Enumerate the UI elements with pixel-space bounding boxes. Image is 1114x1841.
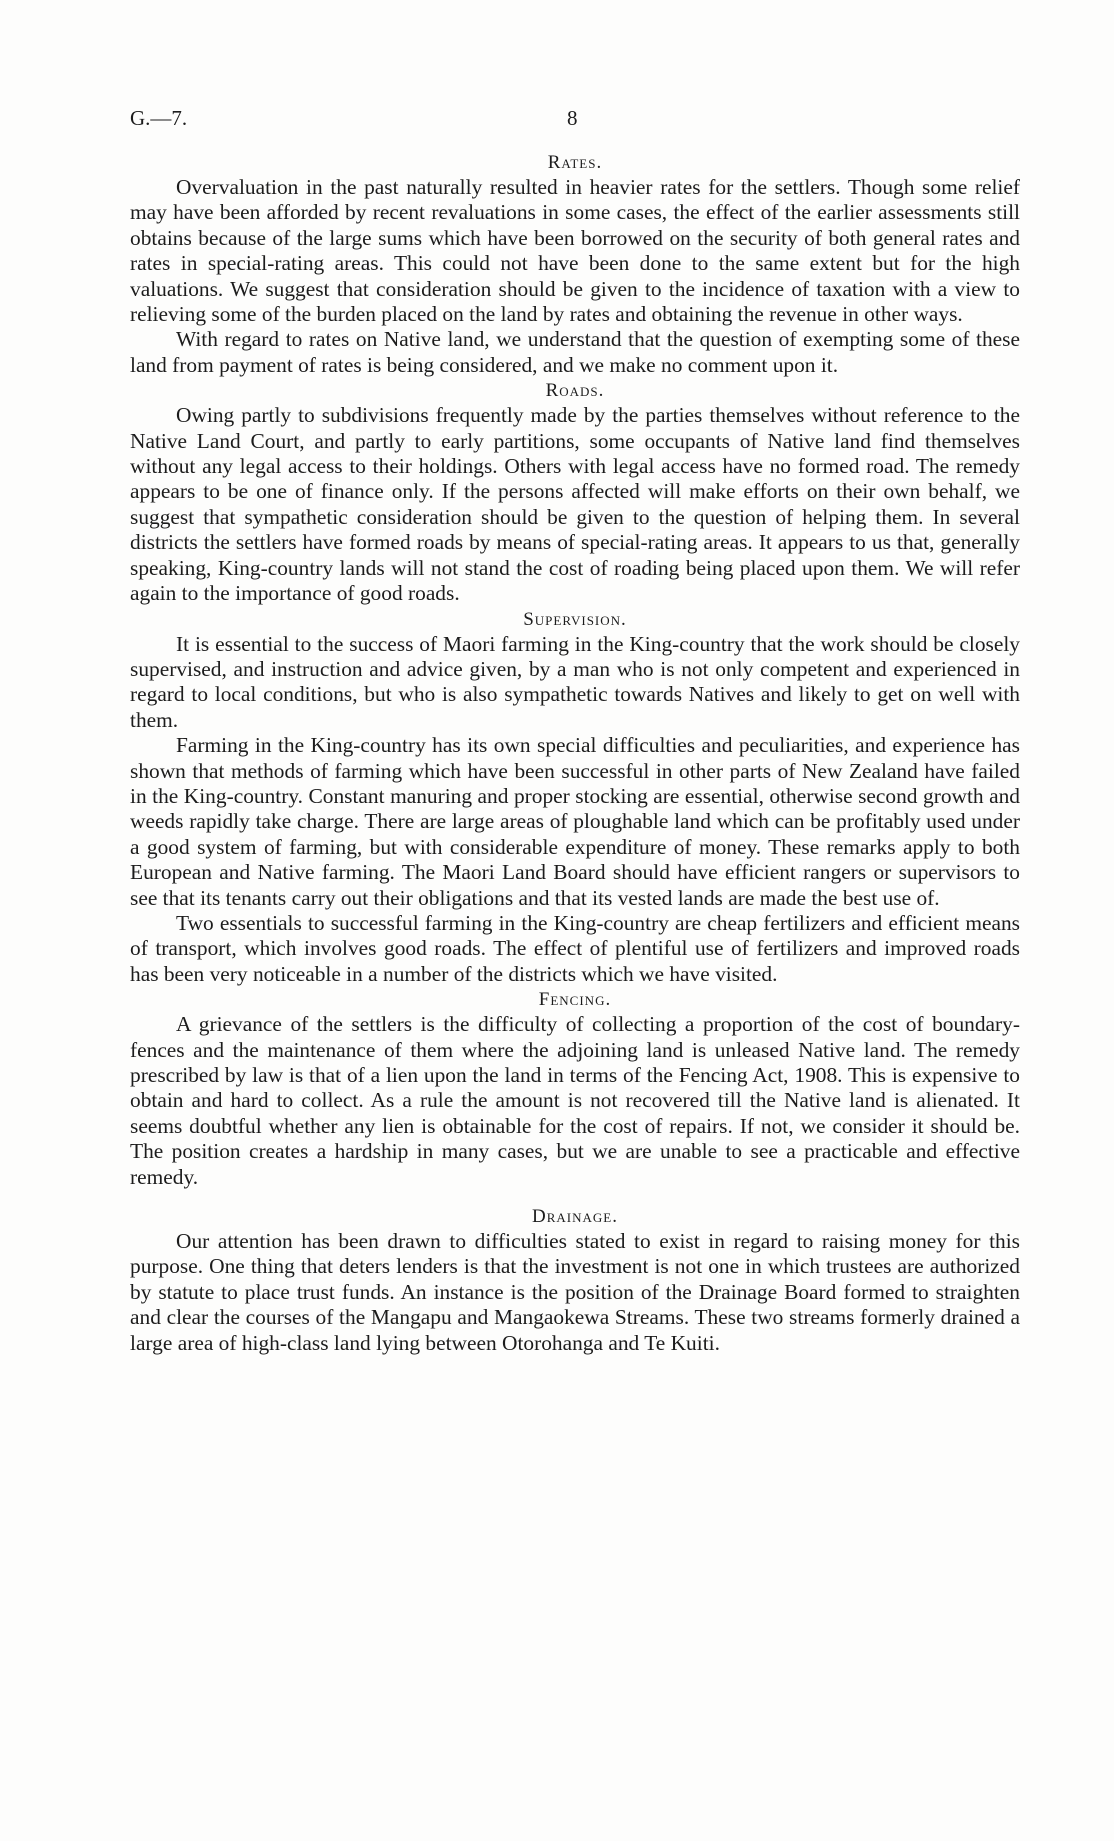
section-drainage xyxy=(130,1204,1020,1356)
paragraph: Farming in the King-country has its own special difficulties and peculiarities, and experience has shown that methods of farming which have been successful in other parts of New Zealand have failed in the King-country. Constant manuring and proper stocking are essential, otherwise second growth and weeds rapidly take charge. There are large areas of ploughable land which can be profitably used under a good system of farming, but with considerable expenditure of money. These remarks apply to both European and Native farming. The Maori Land Board should have efficient rangers or supervisors to see that its tenants carry out their obligations and that its vested lands are made the best use of. xyxy=(130,733,1020,910)
section-rates xyxy=(130,150,1020,378)
running-header xyxy=(130,106,1010,136)
paragraph: A grievance of the settlers is the difficulty of collecting a proportion of the cost of boundary-fences and the maintenance of them where the adjoining land is unleased Native land. The remedy prescribed by law is that of a lien upon the land in terms of the Fencing Act, 1908. This is expensive to obtain and hard to collect. As a rule the amount is not recovered till the Native land is alienated. It seems doubtful whether any lien is obtainable for the cost of repairs. If not, we consider it should be. The position creates a hardship in many cases, but we are unable to see a practicable and effective remedy. xyxy=(130,1012,1020,1189)
paragraph: Two essentials to successful farming in the King-country are cheap fertilizers and efficient means of transport, which involves good roads. The effect of plentiful use of fertilizers and improved roads has been very noticeable in a number of the districts which we have visited. xyxy=(130,910,1020,986)
paragraph: It is essential to the success of Maori farming in the King-country that the work should be closely supervised, and instruction and advice given, by a man who is not only competent and experienced in regard to local conditions, but who is also sympathetic towards Natives and likely to get on well with them. xyxy=(130,631,1020,732)
section-heading-drainage: Drainage. xyxy=(532,1206,618,1228)
section-heading-rates: Rates. xyxy=(547,152,603,173)
section-heading-roads: Roads. xyxy=(545,380,605,402)
section-spacer xyxy=(130,1190,1020,1204)
paragraph: Our attention has been drawn to difficulties stated to exist in regard to raising money for this purpose. One thing that deters lenders is that the investment is not one in which trustees are authorized by statute to place trust funds. An instance is the position of the Drainage Board formed to straighten and clear the courses of the Mangapu and Mangaokewa Streams. These two streams formerly drained a large area of high-class land lying between Otorohanga and Te Kuiti. xyxy=(130,1229,1020,1355)
document-reference: G.—7. xyxy=(130,106,188,130)
page-number: 8 xyxy=(567,106,578,130)
document-body xyxy=(130,150,1020,1356)
paragraph: With regard to rates on Native land, we understand that the question of exempting some of these land from payment of rates is being considered, and we make no comment upon it. xyxy=(130,327,1020,377)
section-heading-fencing: Fencing. xyxy=(538,989,612,1011)
section-fencing xyxy=(130,987,1020,1190)
paragraph: Overvaluation in the past naturally resulted in heavier rates for the settlers. Though some relief may have been afforded by recent revaluations in some cases, the effect of the earlier assessments still obtains because of the large sums which have been borrowed on the security of both general rates and rates in special-rating areas. This could not have been done to the same extent but for the high valuations. We suggest that consideration should be given to the incidence of taxation with a view to relieving some of the burden placed on the land by rates and obtaining the revenue in other ways. xyxy=(130,175,1020,327)
paragraph: Owing partly to subdivisions frequently made by the parties themselves without reference to the Native Land Court, and partly to early partitions, some occupants of Native land find themselves without any legal access to their holdings. Others with legal access have no formed road. The remedy appears to be one of finance only. If the persons affected will make efforts on their own behalf, we suggest that sympathetic consideration should be given to the question of helping them. In several districts the settlers have formed roads by means of special-rating areas. It appears to us that, generally speaking, King-country lands will not stand the cost of roading being placed upon them. We will refer again to the importance of good roads. xyxy=(130,403,1020,606)
section-heading-supervision: Supervision. xyxy=(523,608,627,630)
section-supervision xyxy=(130,607,1020,988)
section-roads xyxy=(130,378,1020,606)
